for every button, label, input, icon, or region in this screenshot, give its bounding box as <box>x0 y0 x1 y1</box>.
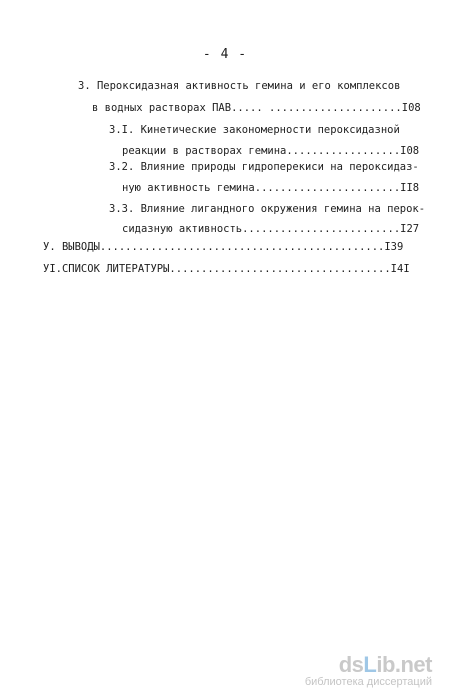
logo-mid: L <box>363 652 377 677</box>
logo-prefix: ds <box>338 652 364 677</box>
toc-section-3-1-line-1: 3.I. Кинетические закономерности пероксидазной <box>109 124 400 136</box>
toc-section-3-3-line-2: сидазную активность.........................I27 <box>122 223 420 235</box>
toc-section-3-3-line-1: 3.3. Влияние лигандного окружения гемина на перок- <box>109 203 426 215</box>
toc-section-3-2-line-2: ную активность гемина.......................II8 <box>122 182 420 194</box>
page-number: - 4 - <box>202 47 248 62</box>
dslib-watermark-logo <box>339 652 432 678</box>
dslib-watermark-subtitle: библиотека диссертаций <box>304 676 432 688</box>
toc-section-3-line-2: в водных растворах ПАВ..... .....................I08 <box>92 102 421 114</box>
toc-section-3-line-1: 3. Пероксидазная активность гемина и его комплексов <box>78 80 401 92</box>
toc-section-3-2-line-1: 3.2. Влияние природы гидроперекиси на пероксидаз- <box>109 161 419 173</box>
toc-section-3-1-line-2: реакции в растворах гемина..................I08 <box>122 145 420 157</box>
toc-section-6: УI.СПИСОК ЛИТЕРАТУРЫ...................................I4I <box>43 263 410 275</box>
toc-section-5: У. ВЫВОДЫ.............................................I39 <box>43 241 404 253</box>
logo-suffix: ib.net <box>376 652 432 677</box>
